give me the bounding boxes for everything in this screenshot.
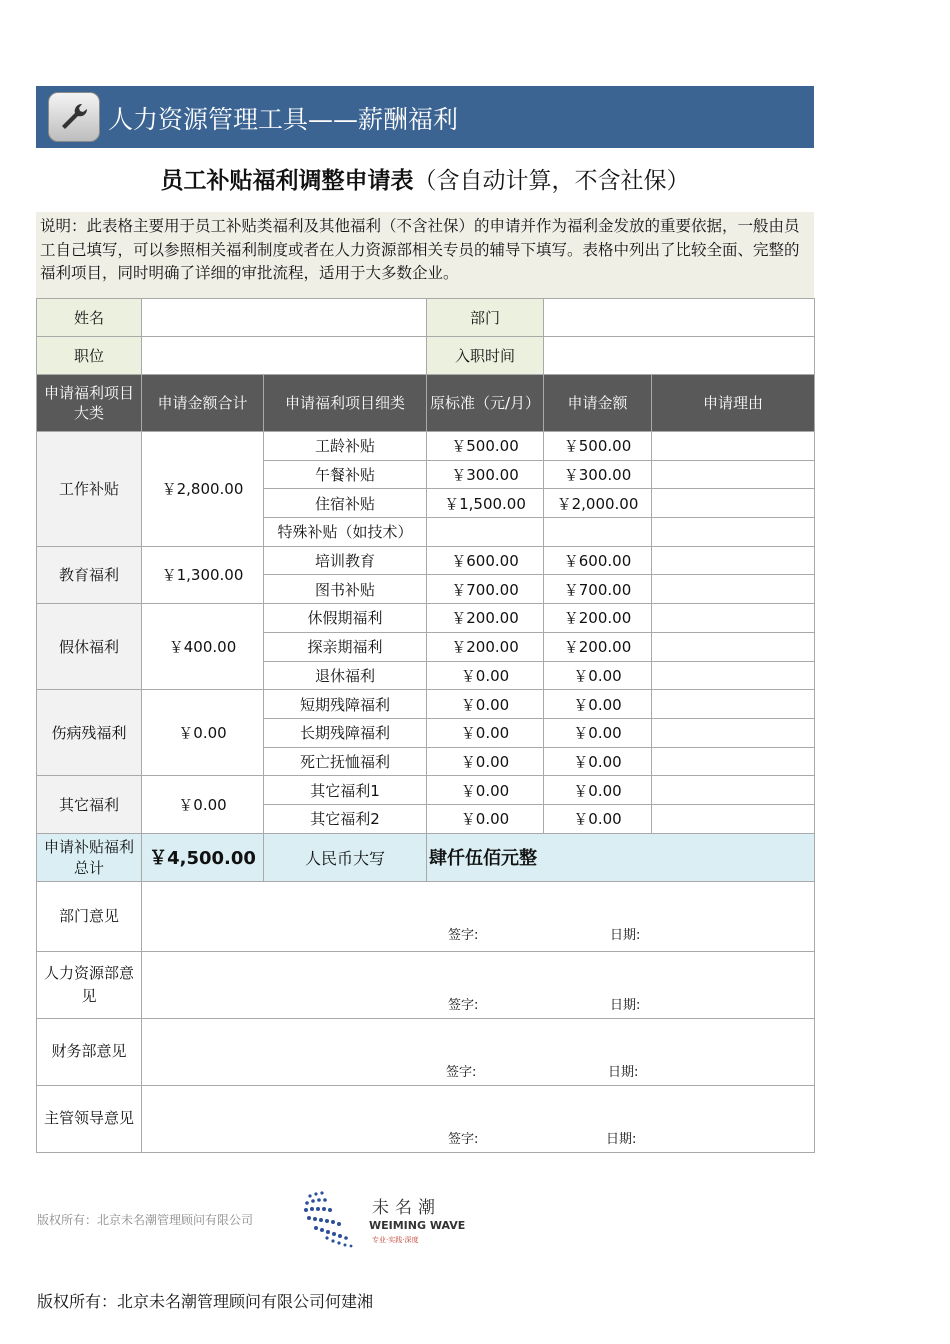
item-name: 退休福利 bbox=[264, 661, 427, 690]
hire-date-label: 入职时间 bbox=[427, 337, 544, 375]
item-reason[interactable] bbox=[652, 575, 815, 604]
item-name: 休假期福利 bbox=[264, 604, 427, 633]
opinion-label: 部门意见 bbox=[37, 881, 142, 951]
category-total: ￥400.00 bbox=[142, 604, 264, 690]
item-name: 死亡抚恤福利 bbox=[264, 747, 427, 776]
item-standard[interactable]: ￥300.00 bbox=[427, 460, 544, 489]
opinion-row bbox=[37, 1085, 815, 1152]
signature-label: 签字: bbox=[448, 928, 479, 944]
company-logo bbox=[300, 1188, 466, 1250]
hire-date-field[interactable] bbox=[544, 337, 815, 375]
copyright-small: 版权所有：北京未名潮管理顾问有限公司 bbox=[37, 1213, 254, 1227]
item-amount[interactable]: ￥0.00 bbox=[544, 747, 652, 776]
summary-label: 申请补贴福利总计 bbox=[37, 833, 142, 881]
opinion-area[interactable] bbox=[142, 1085, 815, 1152]
item-standard[interactable]: ￥200.00 bbox=[427, 604, 544, 633]
category-name: 假休福利 bbox=[37, 604, 142, 690]
item-name: 其它福利1 bbox=[264, 776, 427, 805]
opinion-area[interactable] bbox=[142, 1018, 815, 1085]
logo-cn-text: 未名潮 bbox=[372, 1198, 441, 1218]
position-label: 职位 bbox=[37, 337, 142, 375]
date-label: 日期: bbox=[610, 998, 641, 1014]
item-name: 探亲期福利 bbox=[264, 632, 427, 661]
item-amount[interactable]: ￥0.00 bbox=[544, 776, 652, 805]
wrench-icon bbox=[48, 92, 100, 142]
name-field[interactable] bbox=[142, 299, 427, 337]
header-standard: 原标准（元/月） bbox=[427, 375, 544, 432]
item-reason[interactable] bbox=[652, 489, 815, 518]
banner-title: 人力资源管理工具——薪酬福利 bbox=[108, 105, 459, 134]
item-amount[interactable]: ￥600.00 bbox=[544, 546, 652, 575]
summary-total: ￥4,500.00 bbox=[142, 833, 264, 881]
item-amount[interactable]: ￥0.00 bbox=[544, 661, 652, 690]
name-label: 姓名 bbox=[37, 299, 142, 337]
item-reason[interactable] bbox=[652, 546, 815, 575]
header-category: 申请福利项目大类 bbox=[37, 375, 142, 432]
opinion-row bbox=[37, 1018, 815, 1085]
item-standard[interactable]: ￥0.00 bbox=[427, 690, 544, 719]
opinion-label: 财务部意见 bbox=[37, 1018, 142, 1085]
category-total: ￥2,800.00 bbox=[142, 432, 264, 547]
opinion-row bbox=[37, 951, 815, 1018]
item-name: 长期残障福利 bbox=[264, 718, 427, 747]
item-standard[interactable]: ￥0.00 bbox=[427, 747, 544, 776]
date-label: 日期: bbox=[608, 1065, 639, 1081]
table-row bbox=[37, 690, 815, 719]
rmb-label: 人民币大写 bbox=[264, 833, 427, 881]
opinion-area[interactable] bbox=[142, 951, 815, 1018]
item-reason[interactable] bbox=[652, 604, 815, 633]
category-name: 工作补贴 bbox=[37, 432, 142, 547]
item-standard[interactable]: ￥0.00 bbox=[427, 718, 544, 747]
item-standard[interactable]: ￥500.00 bbox=[427, 432, 544, 461]
item-name: 其它福利2 bbox=[264, 804, 427, 833]
item-reason[interactable] bbox=[652, 460, 815, 489]
item-amount[interactable] bbox=[544, 518, 652, 547]
category-name: 伤病残福利 bbox=[37, 690, 142, 776]
department-field[interactable] bbox=[544, 299, 815, 337]
item-amount[interactable]: ￥200.00 bbox=[544, 604, 652, 633]
form-description: 说明：此表格主要用于员工补贴类福利及其他福利（不含社保）的申请并作为福利金发放的重要依据，一般由员工自己填写，可以参照相关福利制度或者在人力资源部相关专员的辅导下填写。表格中列出了比较全面、完整的福利项目，同时明确了详细的审批流程，适用于大多数企业。 bbox=[36, 212, 814, 299]
item-name: 工龄补贴 bbox=[264, 432, 427, 461]
item-name: 培训教育 bbox=[264, 546, 427, 575]
position-field[interactable] bbox=[142, 337, 427, 375]
wave-logo-icon bbox=[300, 1188, 370, 1250]
table-row bbox=[37, 546, 815, 575]
item-name: 住宿补贴 bbox=[264, 489, 427, 518]
item-amount[interactable]: ￥0.00 bbox=[544, 718, 652, 747]
opinion-area[interactable] bbox=[142, 881, 815, 951]
item-standard[interactable]: ￥0.00 bbox=[427, 804, 544, 833]
item-reason[interactable] bbox=[652, 632, 815, 661]
category-total: ￥0.00 bbox=[142, 776, 264, 833]
item-standard[interactable]: ￥0.00 bbox=[427, 776, 544, 805]
item-reason[interactable] bbox=[652, 718, 815, 747]
logo-en-text: WEIMING WAVE bbox=[369, 1219, 466, 1232]
item-amount[interactable]: ￥2,000.00 bbox=[544, 489, 652, 518]
header-item: 申请福利项目细类 bbox=[264, 375, 427, 432]
item-amount[interactable]: ￥200.00 bbox=[544, 632, 652, 661]
category-name: 教育福利 bbox=[37, 546, 142, 603]
signature-label: 签字: bbox=[448, 1132, 479, 1148]
item-name: 图书补贴 bbox=[264, 575, 427, 604]
category-name: 其它福利 bbox=[37, 776, 142, 833]
item-standard[interactable]: ￥700.00 bbox=[427, 575, 544, 604]
item-standard[interactable]: ￥1,500.00 bbox=[427, 489, 544, 518]
header-reason: 申请理由 bbox=[652, 375, 815, 432]
item-reason[interactable] bbox=[652, 747, 815, 776]
signature-label: 签字: bbox=[446, 1065, 477, 1081]
item-standard[interactable]: ￥600.00 bbox=[427, 546, 544, 575]
item-amount[interactable]: ￥0.00 bbox=[544, 804, 652, 833]
signature-label: 签字: bbox=[448, 998, 479, 1014]
table-row bbox=[37, 776, 815, 805]
item-standard[interactable]: ￥0.00 bbox=[427, 661, 544, 690]
welfare-form-table bbox=[36, 298, 815, 1153]
banner bbox=[36, 86, 814, 148]
item-name: 特殊补贴（如技术） bbox=[264, 518, 427, 547]
opinion-label: 人力资源部意见 bbox=[37, 951, 142, 1018]
item-amount[interactable]: ￥300.00 bbox=[544, 460, 652, 489]
rmb-value: 肆仟伍佰元整 bbox=[427, 833, 815, 881]
item-reason[interactable] bbox=[652, 661, 815, 690]
department-label: 部门 bbox=[427, 299, 544, 337]
item-reason[interactable] bbox=[652, 804, 815, 833]
item-standard[interactable] bbox=[427, 518, 544, 547]
opinion-row bbox=[37, 881, 815, 951]
header-amount: 申请金额 bbox=[544, 375, 652, 432]
summary-row bbox=[37, 833, 815, 881]
category-total: ￥0.00 bbox=[142, 690, 264, 776]
form-title bbox=[0, 162, 850, 195]
date-label: 日期: bbox=[610, 928, 641, 944]
item-name: 午餐补贴 bbox=[264, 460, 427, 489]
item-name: 短期残障福利 bbox=[264, 690, 427, 719]
item-reason[interactable] bbox=[652, 518, 815, 547]
form-title-note: （含自动计算，不含社保） bbox=[413, 168, 690, 194]
item-reason[interactable] bbox=[652, 432, 815, 461]
item-reason[interactable] bbox=[652, 690, 815, 719]
item-amount[interactable]: ￥0.00 bbox=[544, 690, 652, 719]
logo-slogan: 专业·实践·深度 bbox=[372, 1236, 419, 1244]
form-title-main: 员工补贴福利调整申请表 bbox=[160, 168, 414, 194]
opinion-label: 主管领导意见 bbox=[37, 1085, 142, 1152]
item-amount[interactable]: ￥500.00 bbox=[544, 432, 652, 461]
item-amount[interactable]: ￥700.00 bbox=[544, 575, 652, 604]
category-total: ￥1,300.00 bbox=[142, 546, 264, 603]
item-standard[interactable]: ￥200.00 bbox=[427, 632, 544, 661]
item-reason[interactable] bbox=[652, 776, 815, 805]
table-row bbox=[37, 604, 815, 633]
date-label: 日期: bbox=[606, 1132, 637, 1148]
copyright-main: 版权所有：北京未名潮管理顾问有限公司何建湘 bbox=[37, 1292, 374, 1311]
header-amount-total: 申请金额合计 bbox=[142, 375, 264, 432]
table-row bbox=[37, 432, 815, 461]
